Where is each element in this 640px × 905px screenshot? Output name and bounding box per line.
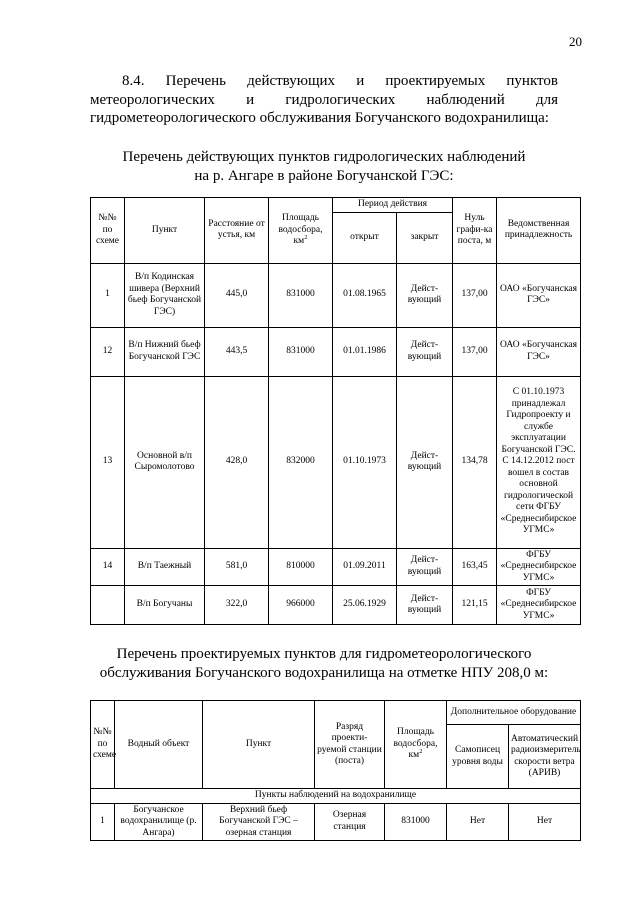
table2-caption-line-1: Перечень проектируемых пунктов для гидрометеорологического <box>116 646 532 662</box>
t2-header-num: №№ по схеме <box>91 701 115 789</box>
t2-header-ariv: Автоматический радиоизмеритель скорости ветра (АРИВ) <box>509 725 581 789</box>
table-row <box>91 376 581 548</box>
t1-cell-point: В/п Нижний бьеф Богучанской ГЭС <box>125 327 205 376</box>
t1-cell-num: 14 <box>91 548 125 586</box>
t1-header-owner: Ведомственная принадлежность <box>497 198 581 264</box>
t1-header-area-text: Площадь водосбора, км <box>278 213 323 246</box>
t1-cell-area: 810000 <box>269 548 333 586</box>
t1-cell-owner: ОАО «Богучанская ГЭС» <box>497 263 581 327</box>
t1-cell-zero: 137,00 <box>453 327 497 376</box>
t1-cell-distance: 443,5 <box>205 327 269 376</box>
table-row <box>91 803 581 841</box>
t2-header-category: Разряд проекти-руемой станции (поста) <box>315 701 385 789</box>
table-row <box>91 263 581 327</box>
t2-header-point: Пункт <box>203 701 315 789</box>
t1-cell-area: 831000 <box>269 263 333 327</box>
t1-header-opened: открыт <box>333 212 397 263</box>
t1-cell-distance: 445,0 <box>205 263 269 327</box>
table-row <box>91 548 581 586</box>
t2-section-row: Пункты наблюдений на водохранилище <box>91 789 581 804</box>
t1-header-area-sup: 2 <box>304 233 308 241</box>
table1-caption-line-2: на р. Ангаре в районе Богучанской ГЭС: <box>194 167 454 184</box>
t1-cell-opened: 25.06.1929 <box>333 586 397 625</box>
t1-cell-owner: С 01.10.1973 принадлежал Гидропроекту и службе эксплуатации Богучанской ГЭС. С 14.12.2012 пост вошел в состав основной гидрологической сети ФГБУ «Среднесибирское УГМС» <box>497 376 581 548</box>
section-heading <box>90 72 558 128</box>
t2-cell-recorder: Нет <box>447 803 509 841</box>
t1-cell-point: Основной в/п Сыромолотово <box>125 376 205 548</box>
t1-cell-distance: 428,0 <box>205 376 269 548</box>
t1-cell-point: В/п Таежный <box>125 548 205 586</box>
t1-cell-num: 12 <box>91 327 125 376</box>
t1-cell-owner: ОАО «Богучанская ГЭС» <box>497 327 581 376</box>
t2-cell-ariv: Нет <box>509 803 581 841</box>
t1-cell-zero: 134,78 <box>453 376 497 548</box>
table1-caption <box>90 148 558 185</box>
t2-header-recorder: Самописец уровня воды <box>447 725 509 789</box>
t1-cell-point: В/п Кодинская шивера (Верхний бьеф Богучанской ГЭС) <box>125 263 205 327</box>
t1-cell-opened: 01.08.1965 <box>333 263 397 327</box>
t1-header-point: Пункт <box>125 198 205 264</box>
table1-caption-line-1: Перечень действующих пунктов гидрологических наблюдений <box>122 149 526 165</box>
t1-cell-area: 832000 <box>269 376 333 548</box>
t1-header-distance: Расстояние от устья, км <box>205 198 269 264</box>
t1-cell-zero: 121,15 <box>453 586 497 625</box>
t2-cell-area: 831000 <box>385 803 447 841</box>
t1-cell-area: 831000 <box>269 327 333 376</box>
t1-header-closed: закрыт <box>397 212 453 263</box>
t2-header-area <box>385 701 447 789</box>
t1-cell-closed: Дейст-вующий <box>397 376 453 548</box>
t1-header-zero: Нуль графи-ка поста, м <box>453 198 497 264</box>
table-row <box>91 327 581 376</box>
t1-cell-closed: Дейст-вующий <box>397 327 453 376</box>
t2-header-extra: Дополнительное оборудование <box>447 701 581 725</box>
t2-header-water: Водный объект <box>115 701 203 789</box>
t2-cell-point: Верхний бьеф Богучанской ГЭС – озерная станция <box>203 803 315 841</box>
t1-cell-closed: Дейст-вующий <box>397 586 453 625</box>
t1-cell-opened: 01.01.1986 <box>333 327 397 376</box>
t2-header-area-sup: 2 <box>419 748 423 756</box>
t1-cell-opened: 01.09.2011 <box>333 548 397 586</box>
table2-caption <box>90 645 558 682</box>
heading-line-2: метеорологических и гидрологических наблюдений для <box>90 91 558 108</box>
t1-header-period: Период действия <box>333 198 453 213</box>
t1-cell-point: В/п Богучаны <box>125 586 205 625</box>
t1-cell-num <box>91 586 125 625</box>
t1-cell-owner: ФГБУ «Среднесибирское УГМС» <box>497 548 581 586</box>
t1-cell-distance: 581,0 <box>205 548 269 586</box>
active-stations-table <box>90 197 581 625</box>
t1-cell-distance: 322,0 <box>205 586 269 625</box>
t1-cell-area: 966000 <box>269 586 333 625</box>
planned-stations-table <box>90 700 581 841</box>
t1-cell-owner: ФГБУ «Среднесибирское УГМС» <box>497 586 581 625</box>
t1-cell-zero: 137,00 <box>453 263 497 327</box>
t1-header-area <box>269 198 333 264</box>
heading-line-1: 8.4. Перечень действующих и проектируемых пунктов <box>122 73 558 89</box>
t1-header-num: №№ по схеме <box>91 198 125 264</box>
t2-cell-num: 1 <box>91 803 115 841</box>
t1-cell-opened: 01.10.1973 <box>333 376 397 548</box>
t1-cell-num: 13 <box>91 376 125 548</box>
t1-cell-num: 1 <box>91 263 125 327</box>
table-row <box>91 586 581 625</box>
t2-cell-category: Озерная станция <box>315 803 385 841</box>
heading-line-3: гидрометеорологического обслуживания Богучанского водохранилища: <box>90 110 549 126</box>
t1-cell-closed: Дейст-вующий <box>397 548 453 586</box>
t2-cell-water: Богучанское водохранилище (р. Ангара) <box>115 803 203 841</box>
table2-caption-line-2: обслуживания Богучанского водохранилища на отметке НПУ 208,0 м: <box>99 664 549 681</box>
page-number: 20 <box>569 34 582 49</box>
t2-header-area-text: Площадь водосбора, км <box>393 727 438 761</box>
t1-cell-zero: 163,45 <box>453 548 497 586</box>
t1-cell-closed: Дейст-вующий <box>397 263 453 327</box>
